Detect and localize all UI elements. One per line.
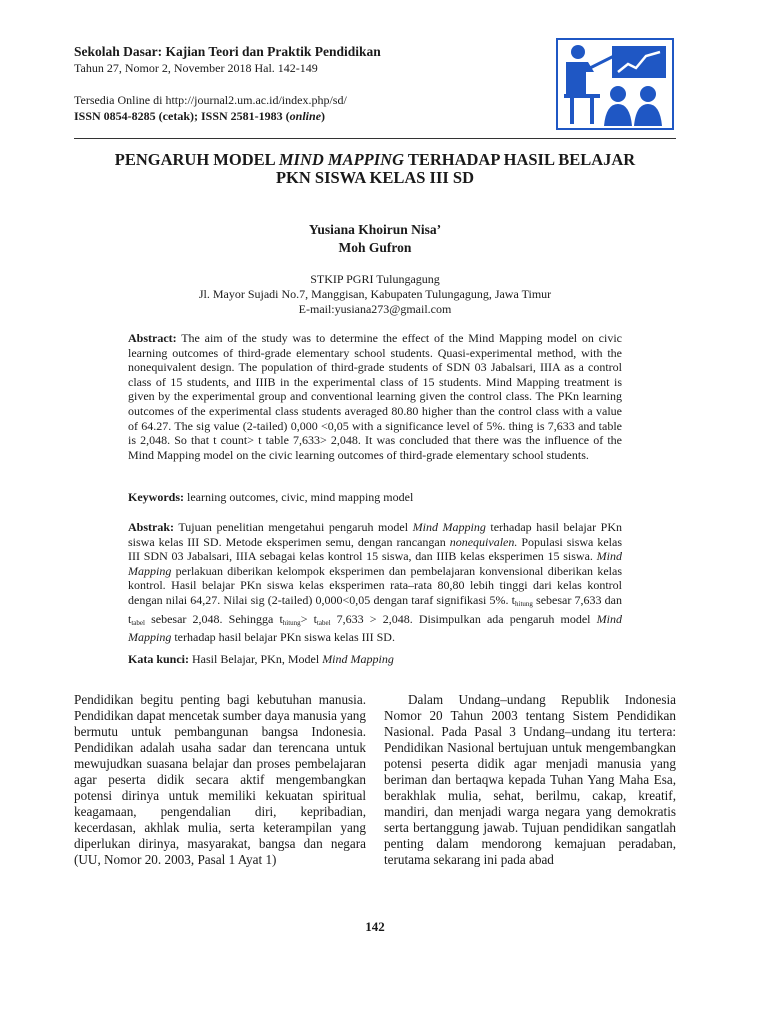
- body-paragraph: Dalam Undang–undang Republik Indonesia Nomor 20 Tahun 2003 tentang Sistem Pendidikan Nasional. Pada Pasal 3 Undang–undang itu tertera: Pendidikan Nasional bertujuan untuk mengembangkan potensi peserta didik agar menjadi manusia yang beriman dan bertaqwa kepada Tuhan Yang Maha Esa, berakhlak mulia, sehat, berilmu, cakap, kreatif, mandiri, dan menjadi warga negara yang demokratis serta bertanggung jawab. Tujuan pendidikan sangatlah penting dalam mendorong kemajuan peradaban, terutama sekarang ini pada abad: [384, 692, 676, 867]
- abstrak-emphasis: Mind Mapping: [128, 611, 622, 645]
- body-column-left: [74, 692, 366, 868]
- abstrak-label: Abstrak:: [128, 520, 175, 534]
- abstrak-emphasis: Mind Mapping: [128, 549, 622, 578]
- body-paragraph: Pendidikan begitu penting bagi kebutuhan manusia. Pendidikan dapat mencetak sumber daya manusia yang bermutu untuk pembangunan bangsa Indonesia. Pendidikan adalah usaha sadar dan terencana untuk mewujudkan suasana belajar dan proses pembelajaran agar peserta didik secara aktif mengembangkan potensi dirinya untuk memiliki kekuatan spiritual keagamaan, pengendalian diri, kepribadian, kecerdasan, akhlak mulia, serta keterampilan yang diperlukan dirinya, masyarakat, bangsa dan negara (UU, Nomor 20. 2003, Pasal 1 Ayat 1): [74, 692, 366, 867]
- title-emphasis: MIND MAPPING: [278, 150, 404, 169]
- abstract-english: [128, 331, 622, 462]
- abstrak-text: terhadap hasil belajar PKn siswa kelas III SD. Metode eksperimen semu, dengan rancangan: [128, 520, 622, 549]
- article-title: [74, 151, 676, 187]
- abstrak-text: terhadap hasil belajar PKn siswa kelas III SD.: [171, 630, 395, 645]
- issn-print: ISSN 0854-8285 (cetak); ISSN 2581-1983 (: [74, 109, 290, 123]
- title-part: TERHADAP HASIL BELAJAR: [404, 150, 636, 169]
- institution: STKIP PGRI Tulungagung: [310, 272, 440, 286]
- abstrak-text: > t: [300, 611, 317, 626]
- author-name: Moh Gufron: [338, 240, 412, 255]
- issn-close: ): [321, 109, 326, 123]
- body-column-right: [384, 692, 676, 868]
- page-number: 142: [365, 919, 385, 934]
- abstrak-text: sebesar 2,048. Sehingga t: [144, 611, 283, 626]
- email: E-mail:yusiana273@gmail.com: [298, 302, 452, 316]
- abstrak-text: 7,633 > 2,048. Disimpulkan ada pengaruh model: [330, 611, 597, 626]
- keywords-text: learning outcomes, civic, mind mapping model: [184, 490, 414, 504]
- abstrak-text: perlakuan diberikan kelompok eksperimen dan pembelajaran konvensional diberikan kelas kontrol. Hasil belajar PKn siswa kelas eksperimen rata–rata 80,80 lebih tinggi dari kelas kontrol dengan nilai 64,27. Nilai sig (2-tailed) 0,000<0,05 dengan taraf signifikasi 5%. t: [128, 563, 622, 607]
- page-range: Hal. 142-149: [254, 61, 318, 75]
- issn-online-word: online: [289, 109, 322, 123]
- title-part: PENGARUH MODEL: [114, 150, 279, 169]
- keywords-english: [128, 490, 622, 505]
- subscript: hitung: [282, 618, 301, 627]
- abstrak-emphasis: Mind Mapping: [412, 520, 486, 534]
- abstract-indonesian: [128, 520, 622, 645]
- author-list: [74, 221, 676, 257]
- journal-volume: [74, 61, 318, 76]
- subscript: tabel: [131, 618, 145, 627]
- subscript: tabel: [316, 618, 331, 627]
- journal-title: Sekolah Dasar: Kajian Teori dan Praktik Pendidikan: [74, 44, 381, 59]
- abstrak-text: Populasi siswa kelas III SDN 03 Jabalsari, IIIA sebagai kelas kontrol 15 siswa, dan IIIB kelas eksperimen 15 siswa.: [128, 534, 622, 564]
- online-availability: Tersedia Online di http://journal2.um.ac.id/index.php/sd/: [74, 93, 347, 107]
- header-divider: [74, 138, 676, 139]
- volume-info: Tahun 27, Nomor 2, November 2018: [74, 61, 252, 75]
- keywords-indonesian: [128, 652, 622, 667]
- address: Jl. Mayor Sujadi No.7, Manggisan, Kabupaten Tulungagung, Jawa Timur: [198, 287, 552, 301]
- abstract-label: Abstract:: [128, 331, 177, 345]
- abstract-text: The aim of the study was to determine the effect of the Mind Mapping model on civic learning outcomes of third-grade elementary school students. Quasi-experimental method, with the nonequivalent design. The population of third-grade students of SDN 03 Jabalsari, IIIA as a control class of 15 students, and IIIB in the experimental class of 15 students. Mind Mapping treatment is given by the experimental group and conventional learning given the control class. The PKn learning outcomes of the experimental class students averaged 80.80 higher than the control class with a value of 64.27. The sig value (2-tailed) 0,000 <0,05 with a significance level of 5%. thing is 7,633 and table is 2,048. So that t count> t table 7,633> 2,048. It was concluded that there was the influence of the Mind Mapping model on the civic learning outcomes of third-grade elementary school students.: [128, 331, 622, 462]
- kata-kunci-text: Hasil Belajar, PKn, Model: [189, 652, 323, 666]
- author-name: Yusiana Khoirun Nisa’: [308, 222, 442, 237]
- abstrak-text: sebesar 7,633 dan t: [128, 592, 622, 626]
- kata-kunci-emphasis: Mind Mapping: [322, 652, 394, 666]
- teacher-students-logo-icon: [556, 38, 674, 130]
- abstrak-emphasis: nonequivalen.: [449, 534, 518, 549]
- issn-line: [74, 109, 325, 124]
- title-line-2: PKN SISWA KELAS III SD: [275, 168, 475, 187]
- keywords-label: Keywords:: [128, 490, 184, 504]
- kata-kunci-label: Kata kunci:: [128, 652, 190, 666]
- affiliation: [74, 272, 676, 317]
- subscript: hitung: [515, 599, 533, 608]
- abstrak-text: Tujuan penelitian mengetahui pengaruh model: [174, 520, 413, 534]
